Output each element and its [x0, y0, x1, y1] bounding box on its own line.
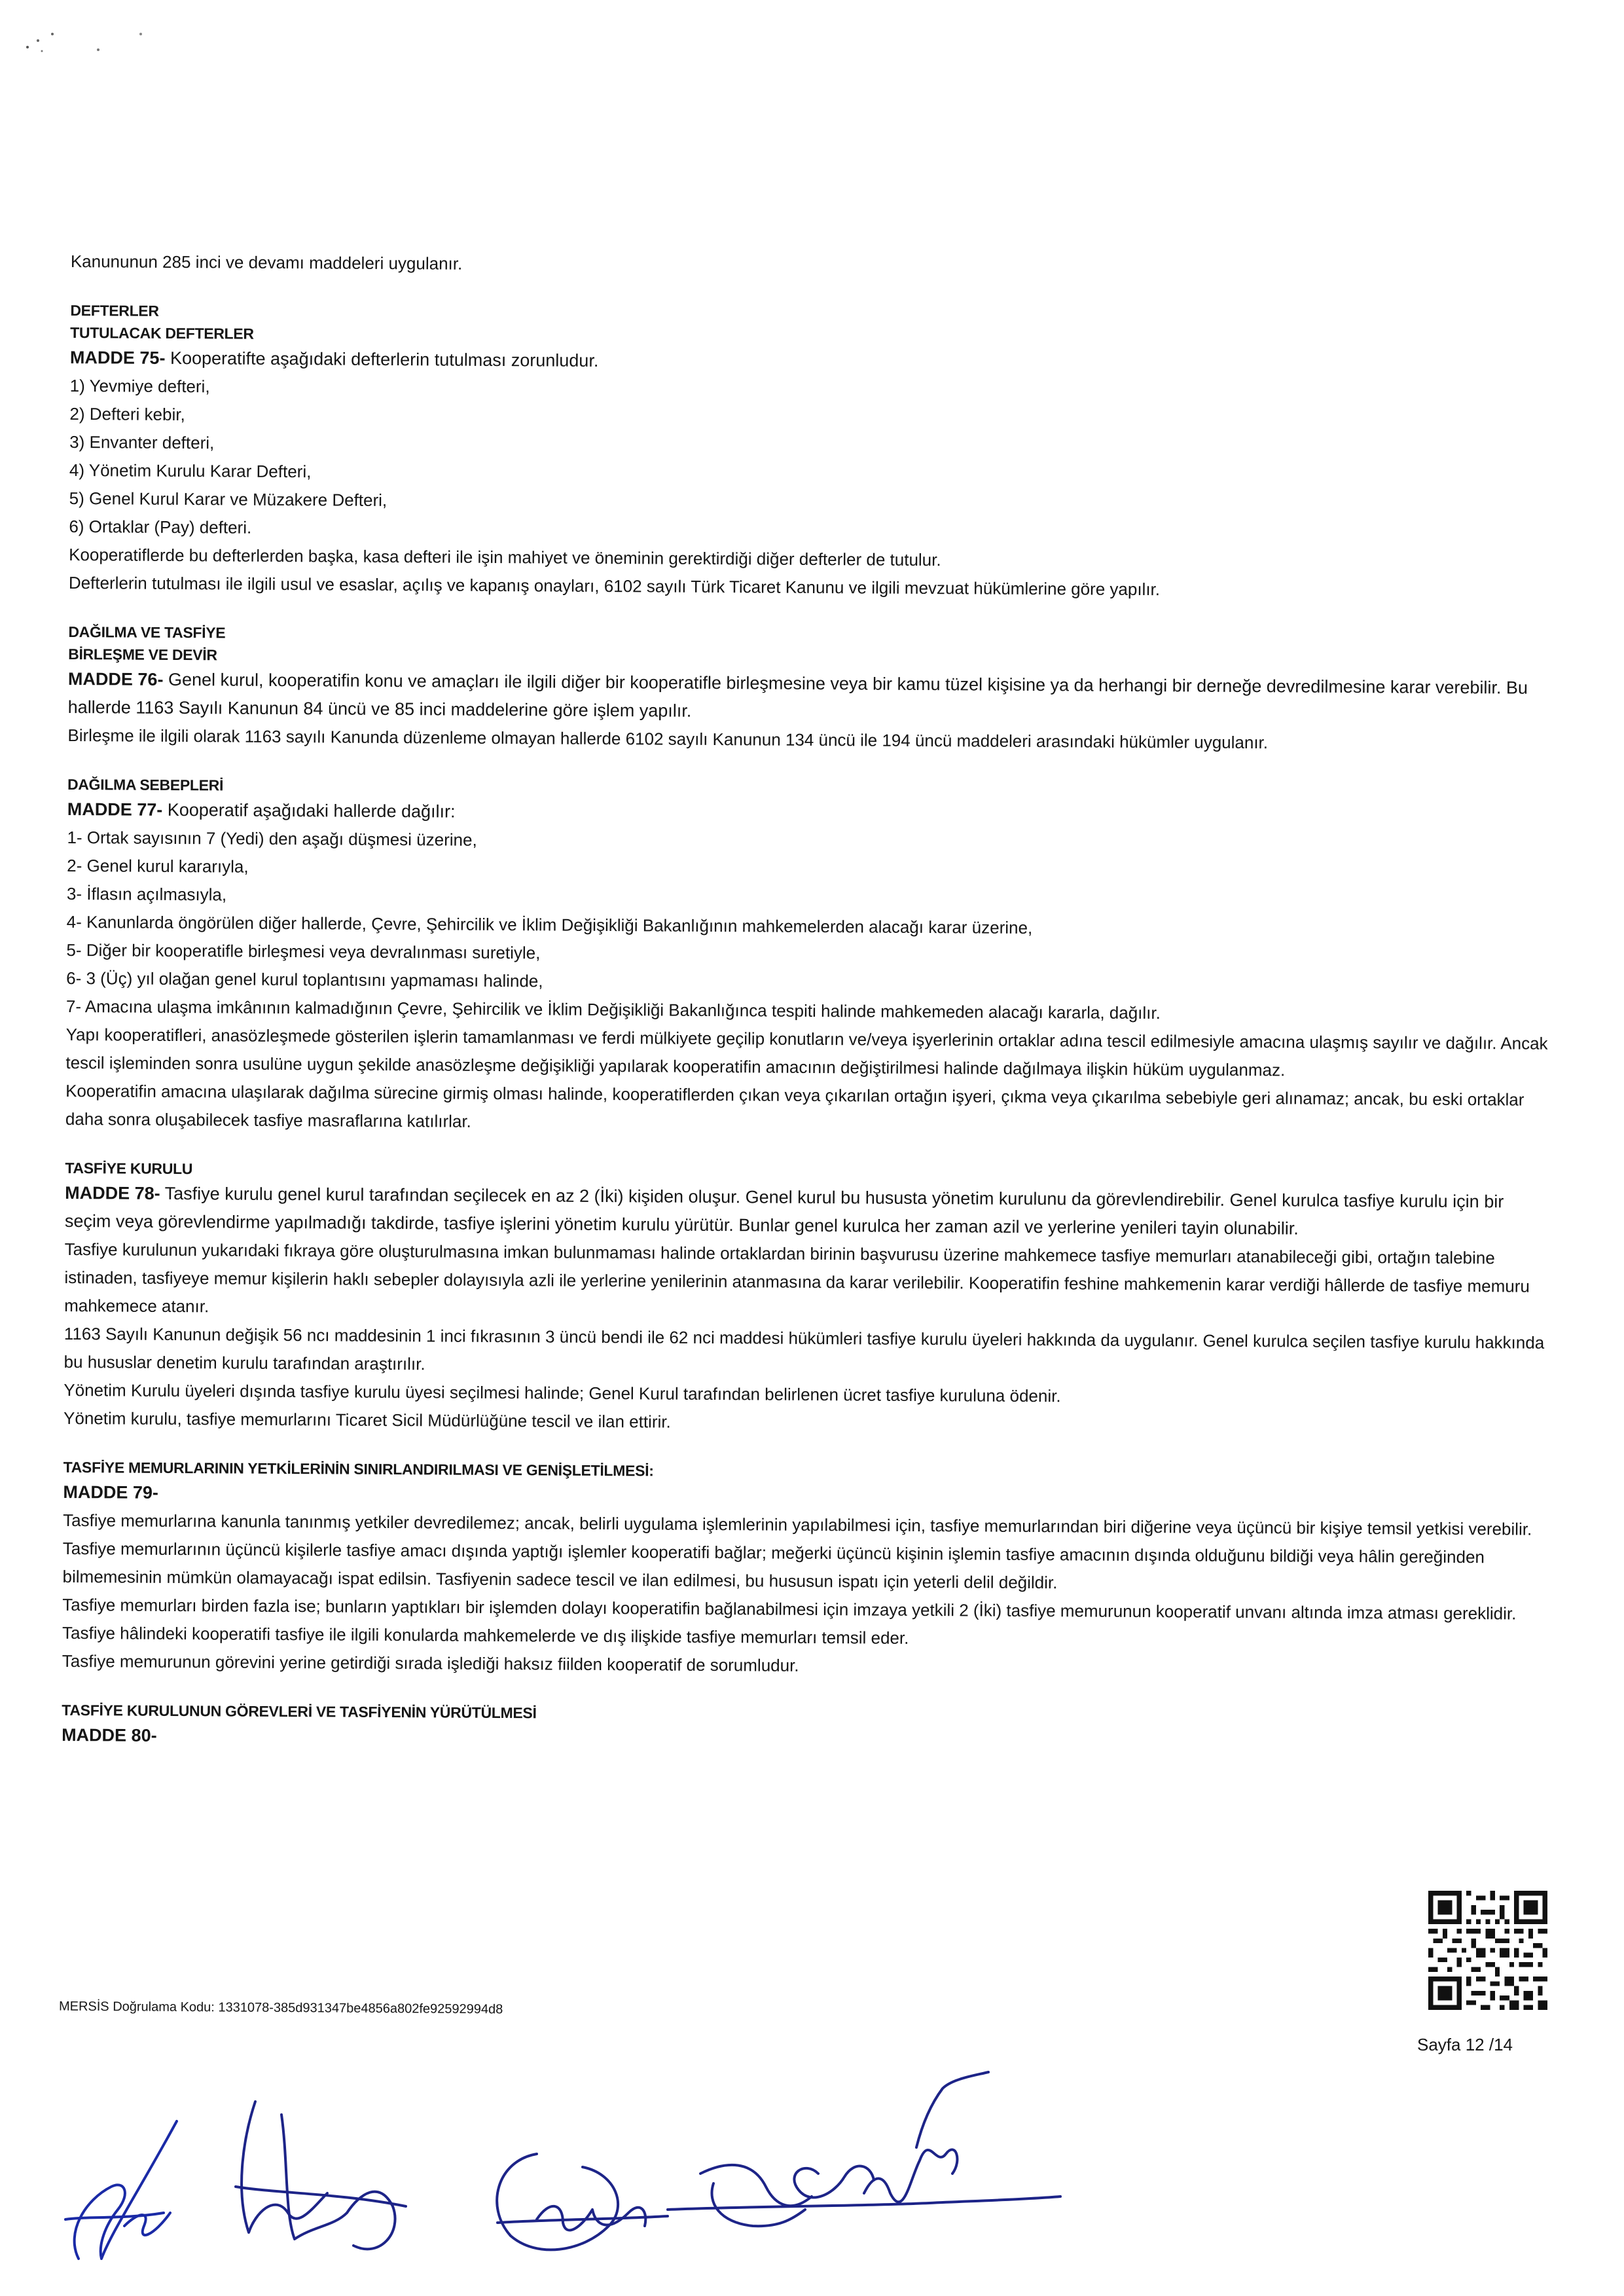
paragraph: Yönetim kurulu, tasfiye memurlarını Ticaret Sicil Müdürlüğüne tescil ve ilan ettirir. [63, 1408, 671, 1432]
list-item: 6) Ortaklar (Pay) defteri. [69, 516, 252, 538]
list-item: 2) Defteri kebir, [69, 403, 185, 425]
list-item: 3- İflasın açılmasıyla, [66, 883, 227, 905]
signature-4 [668, 2072, 1060, 2226]
scan-specks [0, 0, 196, 59]
paragraph: Tasfiye kurulunun yukarıdaki fıkraya göre oluşturulmasına imkan bulunmaması halinde ortaklardan birinin başvurusu üzerine mahkemece tasfiye memurları atanabileceği gibi, ortağın talebine istinaden, tasfiyeye memur kişilerin haklı sebepler dolayısıyla azli ile yerlerine yenilerinin atanmasına da karar verilebilir. Kooperatifin feshine mahkemenin karar verdiği hâllerde de tasfiye memuru mahkemece atanır. [64, 1239, 1530, 1317]
paragraph: Yapı kooperatifleri, anasözleşmede gösterilen işlerin tamamlanması ve ferdi mülkiyete geçilip konutların ve/veya işyerlerinin ortaklar adına tescil edilmesiyle amacına ulaşmış sayılır ve dağılır. Ancak tescil işleminden sonra usulüne uygun şekilde anasözleşme değişikliği yapılarak kooperatifin amacının değiştirilmesi halinde dağılmaya ilişkin hüküm uygulanmaz. [65, 1024, 1548, 1080]
list-item: 7- Amacına ulaşma imkânının kalmadığının Çevre, Şehircilik ve İklim Değişikliği Bakanlığınca tespiti halinde mahkemeden alacağı kararla, dağılır. [65, 996, 1161, 1023]
paragraph: Tasfiye memurunun görevini yerine getirdiği sırada işlediği haksız fiilden kooperatif de sorumludur. [62, 1650, 799, 1675]
paragraph: Tasfiye memurları birden fazla ise; bunların yaptıkları bir işlemden dolayı kooperatifin bağlanabilmesi için imzaya yetkili 2 (İki) tasfiye memurunun kooperatif unvanı altında imza atması gereklidir. Tasfiye hâlindeki kooperatifi tasfiye ile ilgili konularda mahkemelerde ve dış ilişkide tasfiye memurları temsil eder. [62, 1594, 1517, 1648]
madde-label: MADDE 77- [67, 799, 163, 820]
madde-label: MADDE 76- [67, 668, 164, 689]
intro-line: Kanununun 285 inci ve devamı maddeleri uygulanır. [70, 251, 463, 274]
section-madde-77 [65, 773, 1553, 1142]
handwritten-signatures [39, 2062, 1074, 2278]
signature-3 [497, 2154, 668, 2250]
madde-text: Kooperatifte aşağıdaki defterlerin tutulması zorunludur. [165, 348, 599, 371]
signature-1 [65, 2121, 177, 2259]
list-item: 4) Yönetim Kurulu Karar Defteri, [69, 460, 312, 482]
qr-code-icon [1428, 1891, 1547, 2010]
madde-label: MADDE 80- [62, 1724, 157, 1745]
section-heading: DAĞILMA SEBEPLERİ [67, 775, 224, 794]
paragraph: 1163 Sayılı Kanunun değişik 56 ncı maddesinin 1 inci fıkrasının 3 üncü bendi ile 62 nci maddesi hükümleri tasfiye kurulu üyeleri hakkında da uygulanır. Genel kurulca seçilen tasfiye kurulu hakkında bu hususlar denetim kurulu tarafından araştırılır. [63, 1323, 1545, 1374]
document-body [62, 247, 1557, 1758]
section-subheading: TUTULACAK DEFTERLER [70, 323, 254, 342]
section-madde-80 [62, 1699, 1547, 1758]
paragraph: Yönetim Kurulu üyeleri dışında tasfiye kurulu üyesi seçilmesi halinde; Genel Kurul tarafından belirlenen ücret tasfiye kuruluna ödenir. [63, 1379, 1061, 1406]
section-heading: DAĞILMA VE TASFİYE [68, 623, 226, 642]
mersis-verification-code: MERSİS Doğrulama Kodu: 1331078-385d931347be4856a802fe92592994d8 [58, 1999, 503, 2017]
section-subheading: BİRLEŞME VE DEVİR [68, 645, 217, 664]
page-number: Sayfa 12 /14 [1417, 2035, 1513, 2054]
madde-text: Kooperatif aşağıdaki hallerde dağılır: [162, 799, 456, 822]
madde-paragraph [68, 665, 1554, 731]
section-heading: TASFİYE KURULU [65, 1159, 193, 1178]
madde-text: Tasfiye kurulu genel kurul tarafından seçilecek en az 2 (İki) kişiden oluşur. Genel kurul bu hususta yönetim kurulunu da görevlendirebilir. Genel kurulca tasfiye kurulu için bir seçim veya görevlendirme yapılmadığı takdirde, tasfiye işlerini yönetim kurulu yürütür. Bunlar genel kurulca her zaman azil ve yerlerine yenileri tayin olunabilir. [64, 1183, 1504, 1239]
section-madde-78 [63, 1157, 1551, 1442]
section-madde-79 [62, 1456, 1549, 1685]
section-heading: TASFİYE MEMURLARININ YETKİLERİNİN SINIRLANDIRILMASI VE GENİŞLETİLMESİ: [63, 1458, 654, 1480]
paragraph: Defterlerin tutulması ile ilgili usul ve esaslar, açılış ve kapanış onayları, 6102 sayılı Türk Ticaret Kanunu ve ilgili mevzuat hükümlerine göre yapılır. [68, 572, 1161, 600]
madde-label: MADDE 78- [65, 1182, 160, 1203]
paragraph: Tasfiye memurlarına kanunla tanınmış yetkiler devredilemez; ancak, belirli uygulama işlemlerinin yapılabilmesi için, tasfiye memurlarından biri diğerine veya üçüncü bir kişiye temsil yetkisi verebilir. [63, 1510, 1532, 1539]
madde-text: Genel kurul, kooperatifin konu ve amaçları ile ilgili diğer bir kooperatifle birleşmesine veya bir kamu tüzel kişisine ya da herhangi bir derneğe devredilmesine karar verebilir. Bu hallerde 1163 Sayılı Kanunun 84 üncü ve 85 inci maddelerine göre işlem yapılır. [67, 669, 1528, 721]
section-madde-75 [69, 299, 1557, 606]
madde-label: MADDE 79- [63, 1482, 159, 1503]
list-item: 5- Diğer bir kooperatifle birleşmesi veya devralınması suretiyle, [66, 939, 541, 963]
signature-2 [236, 2102, 406, 2249]
list-item: 3) Envanter defteri, [69, 431, 215, 453]
section-heading: TASFİYE KURULUNUN GÖREVLERİ VE TASFİYENİN YÜRÜTÜLMESİ [62, 1701, 537, 1722]
paragraph: Tasfiye memurlarının üçüncü kişilerle tasfiye amacı dışında yaptığı işlemler kooperatifi bağlar; meğerki üçüncü kişinin işlemin tasfiye amacının dışında olduğunu bildiği veya hâlin gereğinden bilmemesinin mümkün olamayacağı ispat edilsin. Tasfiyenin sadece tescil ve ilan edilmesi, bu hususun ispatı için yeterli delil değildir. [62, 1538, 1485, 1593]
list-item: 4- Kanunlarda öngörülen diğer hallerde, Çevre, Şehircilik ve İklim Değişikliği Bakanlığının mahkemelerden alacağı karar üzerine, [66, 911, 1033, 938]
list-item: 1) Yevmiye defteri, [69, 375, 210, 397]
list-item: 5) Genel Kurul Karar ve Müzakere Defteri, [69, 488, 388, 510]
list-item: 2- Genel kurul kararıyla, [67, 855, 249, 877]
paragraph: Kooperatiflerde bu defterlerden başka, kasa defteri ile işin mahiyet ve öneminin gerektirdiği diğer defterler de tutulur. [69, 544, 941, 570]
section-heading: DEFTERLER [70, 301, 159, 319]
madde-label: MADDE 75- [69, 347, 166, 368]
madde-paragraph [65, 1179, 1551, 1245]
paragraph: Birleşme ile ilgili olarak 1163 sayılı Kanunda düzenleme olmayan hallerde 6102 sayılı Kanunun 134 üncü ile 194 üncü maddeleri arasındaki hükümler uygulanır. [67, 725, 1269, 753]
list-item: 6- 3 (Üç) yıl olağan genel kurul toplantısını yapmaması halinde, [66, 968, 543, 991]
paragraph: Kooperatifin amacına ulaşılarak dağılma sürecine girmiş olması halinde, kooperatiflerden çıkan veya çıkarılan ortağın işyeri, çıkma veya çıkarılma sebebiyle geri alınamaz; ancak, bu eski ortaklar daha sonra oluşabilecek tasfiye masraflarına katılırlar. [65, 1080, 1525, 1131]
list-item: 1- Ortak sayısının 7 (Yedi) den aşağı düşmesi üzerine, [67, 827, 477, 850]
section-madde-76 [67, 621, 1554, 759]
